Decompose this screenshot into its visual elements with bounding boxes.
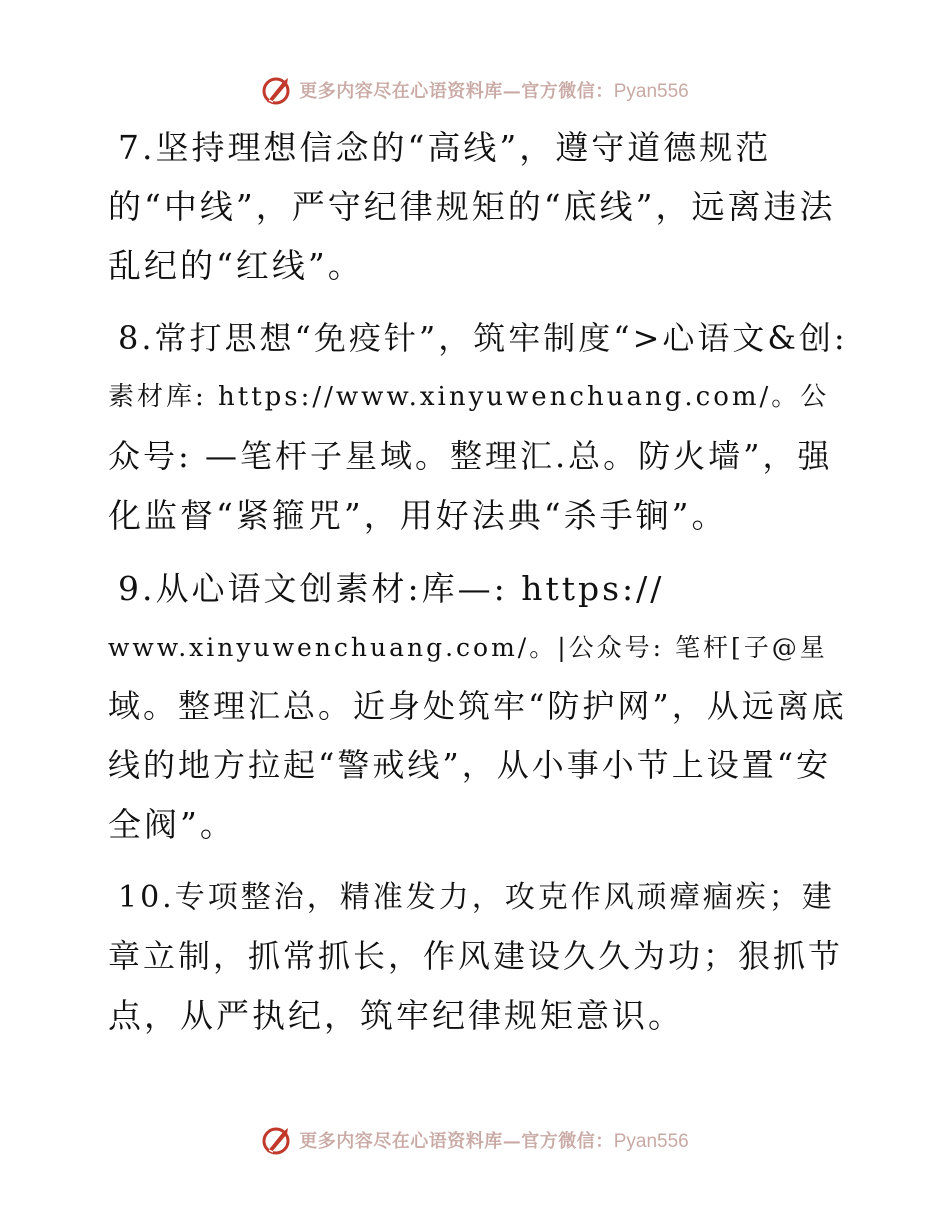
footer-banner-wechat-id: Pyan556	[613, 1131, 689, 1152]
header-banner-wechat-id: Pyan556	[613, 81, 689, 102]
paragraph-line: 乱纪的“红线”。	[108, 246, 364, 285]
paragraph-item-9	[98, 559, 850, 854]
paragraph-item-7	[98, 118, 850, 295]
paragraph-line: 7.坚持理想信念的“高线”，遵守道德规范	[118, 128, 772, 167]
paragraph-line: 9.从心语文创素材:库—: https://	[118, 569, 665, 608]
header-banner-label: 更多内容尽在心语资料库—官方微信：	[299, 81, 614, 102]
pen-logo-icon	[261, 74, 293, 106]
paragraph-item-8	[98, 309, 850, 545]
paragraph-line: 8.常打思想“免疫针”，筑牢制度“>心语文&创:	[118, 319, 848, 357]
header-banner-inner	[261, 74, 689, 106]
paragraph-line: 众号: —笔杆子星域。整理汇.总。防火墙”，强	[108, 437, 833, 475]
header-banner-text	[299, 77, 689, 103]
paragraph-line: 化监督“紧箍咒”，用好法典“杀手锏”。	[108, 496, 728, 535]
paragraph-line: 章立制，抓常抓长，作风建设久久为功；狠抓节	[108, 937, 844, 975]
document-body	[98, 118, 850, 1059]
paragraph-item-10	[98, 868, 850, 1045]
paragraph-line: 域。整理汇总。近身处筑牢“防护网”，从远离底	[108, 687, 847, 725]
footer-banner-text	[299, 1127, 689, 1153]
paragraph-line: 点，从严执纪，筑牢纪律规矩意识。	[108, 996, 684, 1035]
paragraph-line: 全阀”。	[108, 805, 236, 844]
paragraph-line: 的“中线”，严守纪律规矩的“底线”，远离违法	[108, 187, 836, 226]
pen-logo-icon	[261, 1124, 293, 1156]
paragraph-line: 10.专项整治，精准发力，攻克作风顽瘴痼疾；建	[118, 880, 835, 915]
footer-banner-label: 更多内容尽在心语资料库—官方微信：	[299, 1131, 614, 1152]
footer-banner-inner	[261, 1124, 689, 1156]
paragraph-line: 素材库: https://www.xinyuwenchuang.com/。公	[108, 382, 830, 412]
footer-banner	[0, 1120, 950, 1160]
paragraph-line: www.xinyuwenchuang.com/。|公众号: 笔杆[子@星	[108, 633, 828, 662]
paragraph-line: 线的地方拉起“警戒线”，从小事小节上设置“安	[108, 746, 832, 784]
header-banner	[0, 70, 950, 110]
